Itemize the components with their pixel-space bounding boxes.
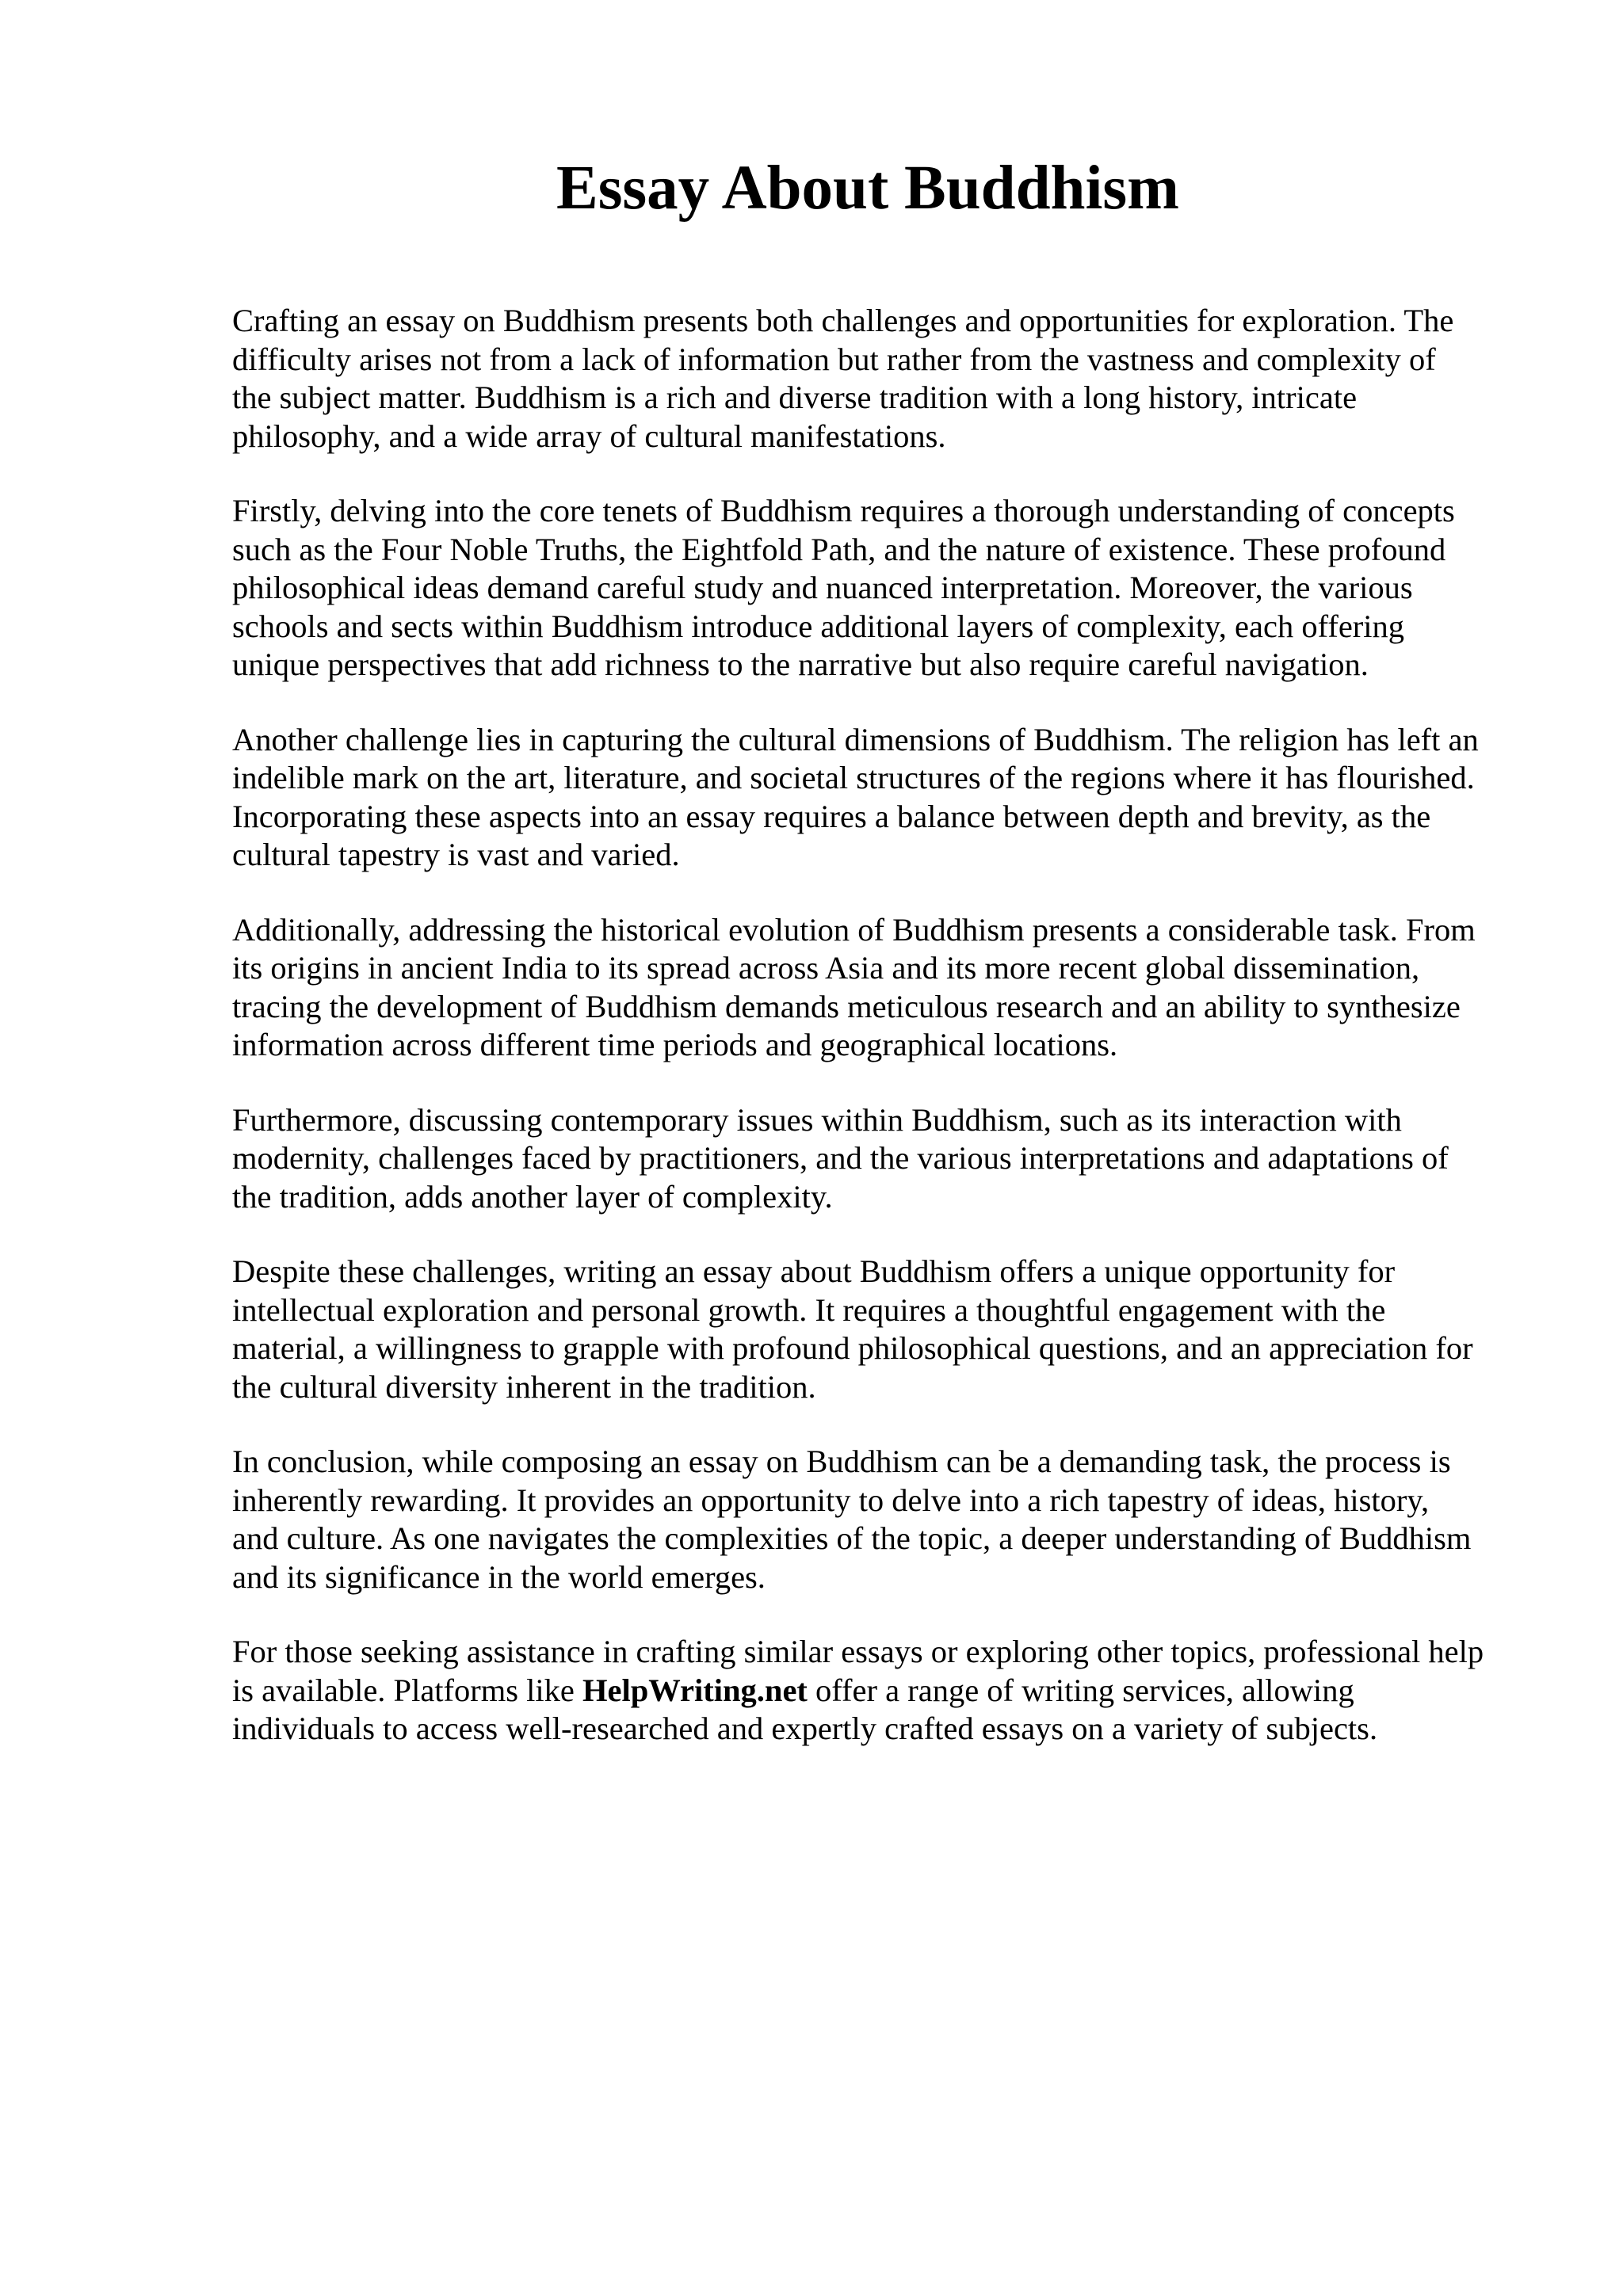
text-line: modernity, challenges faced by practitioners, and the various interpretations and adaptations of [232,1140,1449,1176]
text-line: Despite these challenges, writing an essay about Buddhism offers a unique opportunity for [232,1253,1396,1289]
text-line: philosophical ideas demand careful study and nuanced interpretation. Moreover, the various [232,570,1413,605]
text-line: Firstly, delving into the core tenets of Buddhism requires a thorough understanding of concepts [232,493,1455,528]
text-line: Crafting an essay on Buddhism presents both challenges and opportunities for exploration. The [232,303,1454,338]
helpwriting-link[interactable]: HelpWriting.net [582,1672,808,1708]
text-line: schools and sects within Buddhism introduce additional layers of complexity, each offering [232,608,1405,644]
paragraph-8 [232,1633,1556,1749]
page-title: Essay About Buddhism [556,154,1179,223]
text-line: Incorporating these aspects into an essay requires a balance between depth and brevity, as the [232,798,1431,834]
paragraph-2 [232,492,1556,685]
text-line: the cultural diversity inherent in the tradition. [232,1368,816,1405]
text-line: difficulty arises not from a lack of information but rather from the vastness and complexity of [232,341,1436,377]
text-line: the tradition, adds another layer of complexity. [232,1178,833,1215]
text-segment: is available. Platforms like [232,1672,583,1708]
paragraph-6 [232,1253,1556,1406]
text-line: and its significance in the world emerges. [232,1558,766,1595]
text-line: Furthermore, discussing contemporary issues within Buddhism, such as its interaction with [232,1101,1402,1138]
text-line: material, a willingness to grapple with profound philosophical questions, and an appreciation for [232,1330,1473,1366]
text-line: In conclusion, while composing an essay on Buddhism can be a demanding task, the process is [232,1444,1451,1479]
paragraph-4 [232,911,1556,1065]
text-line: intellectual exploration and personal growth. It requires a thoughtful engagement with the [232,1291,1386,1328]
text-line: its origins in ancient India to its spread across Asia and its more recent global dissemination, [232,950,1420,986]
text-line: unique perspectives that add richness to the narrative but also require careful navigation. [232,646,1369,682]
paragraph-1 [232,302,1556,456]
text-line: cultural tapestry is vast and varied. [232,837,680,872]
text-line: Additionally, addressing the historical evolution of Buddhism presents a considerable task. From [232,911,1476,948]
text-line [232,1672,1556,1711]
text-line: individuals to access well-researched and expertly crafted essays on a variety of subjects. [232,1711,1378,1746]
text-line: indelible mark on the art, literature, and societal structures of the regions where it has flourished. [232,760,1475,795]
paragraph-5 [232,1101,1556,1217]
text-line: philosophy, and a wide array of cultural manifestations. [232,418,946,454]
text-line: tracing the development of Buddhism demands meticulous research and an ability to synthesize [232,988,1461,1024]
text-line: information across different time periods and geographical locations. [232,1027,1118,1062]
essay-body [232,302,1556,1785]
text-line: For those seeking assistance in crafting similar essays or exploring other topics, professional help [232,1634,1484,1669]
text-line: such as the Four Noble Truths, the Eightfold Path, and the nature of existence. These profound [232,531,1446,567]
text-line: inherently rewarding. It provides an opportunity to delve into a rich tapestry of ideas, history, [232,1482,1430,1518]
text-line: the subject matter. Buddhism is a rich and diverse tradition with a long history, intricate [232,379,1358,415]
text-segment: offer a range of writing services, allowing [807,1672,1354,1708]
text-line: and culture. As one navigates the complexities of the topic, a deeper understanding of Buddhism [232,1520,1472,1556]
paragraph-7 [232,1443,1556,1596]
paragraph-3 [232,721,1556,875]
text-line: Another challenge lies in capturing the cultural dimensions of Buddhism. The religion has left an [232,721,1479,757]
